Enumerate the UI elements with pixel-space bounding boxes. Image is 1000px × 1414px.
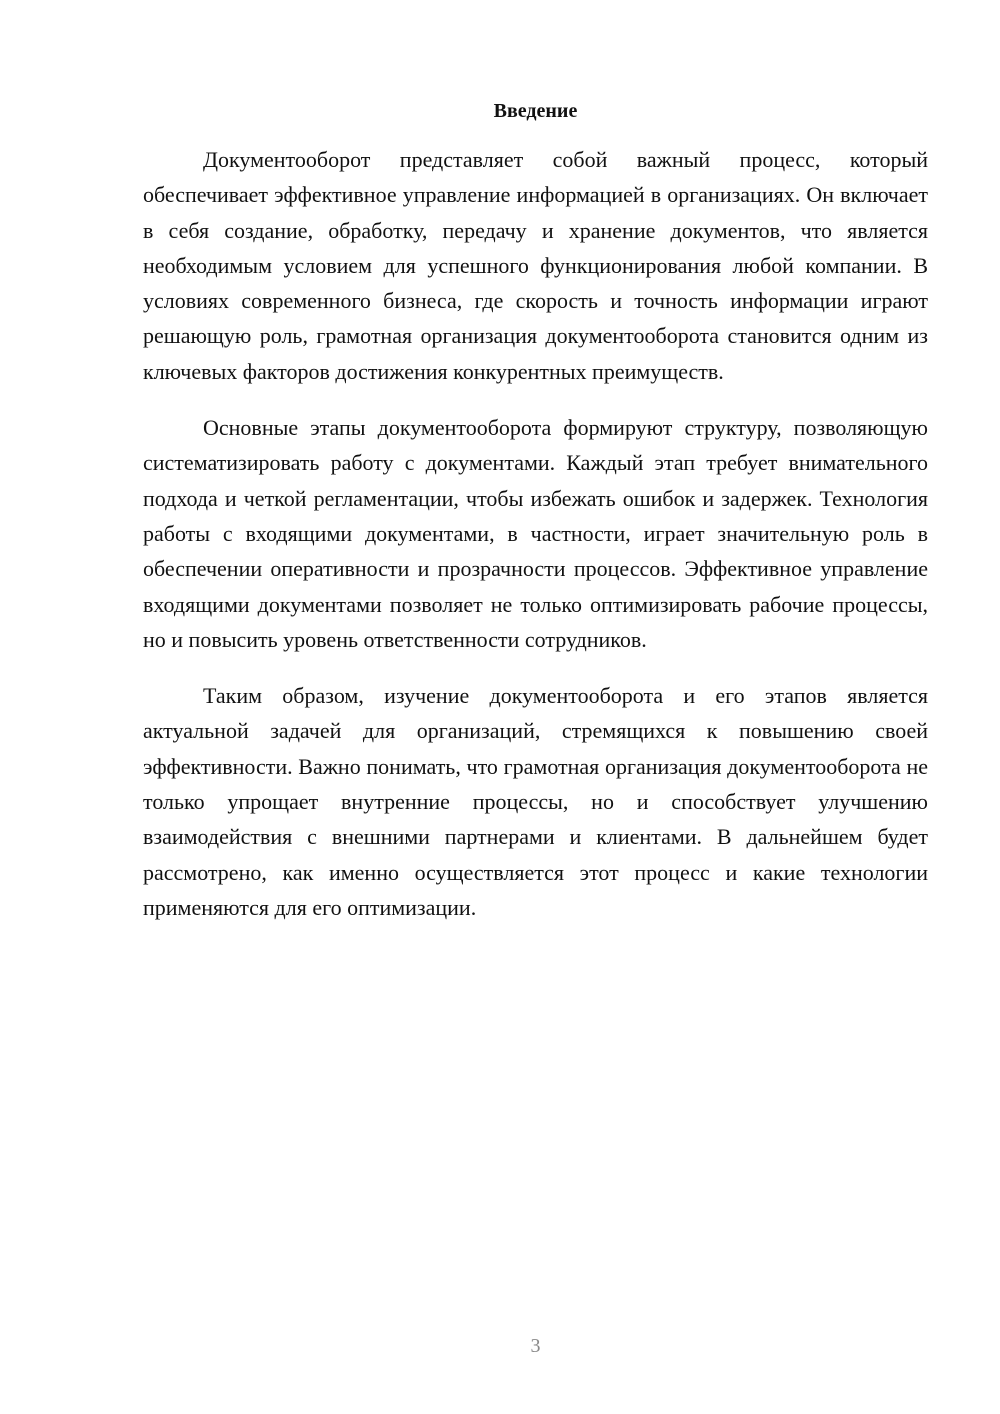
- page-number: 3: [530, 1335, 541, 1357]
- document-body: [143, 142, 928, 946]
- paragraph-3: Таким образом, изучение документооборота и его этапов является актуальной задачей для организаций, стремящихся к повышению своей эффективности. Важно понимать, что грамотная организация документооборота не только упрощает внутренние процессы, но и способствует улучшению взаимодействия с внешними партнерами и клиентами. В дальнейшем будет рассмотрено, как именно осуществляется этот процесс и какие технологии применяются для его оптимизации.: [143, 683, 928, 920]
- paragraph-2: Основные этапы документооборота формируют структуру, позволяющую систематизировать работу с документами. Каждый этап требует внимательного подхода и четкой регламентации, чтобы избежать ошибок и задержек. Технология работы с входящими документами, в частности, играет значительную роль в обеспечении оперативности и прозрачности процессов. Эффективное управление входящими документами позволяет не только оптимизировать рабочие процессы, но и повысить уровень ответственности сотрудников.: [143, 415, 928, 652]
- section-heading: Введение: [493, 100, 578, 122]
- paragraph-1: Документооборот представляет собой важный процесс, который обеспечивает эффективное управление информацией в организациях. Он включает в себя создание, обработку, передачу и хранение документов, что является необходимым условием для успешного функционирования любой компании. В условиях современного бизнеса, где скорость и точность информации играют решающую роль, грамотная организация документооборота становится одним из ключевых факторов достижения конкурентных преимуществ.: [143, 147, 928, 384]
